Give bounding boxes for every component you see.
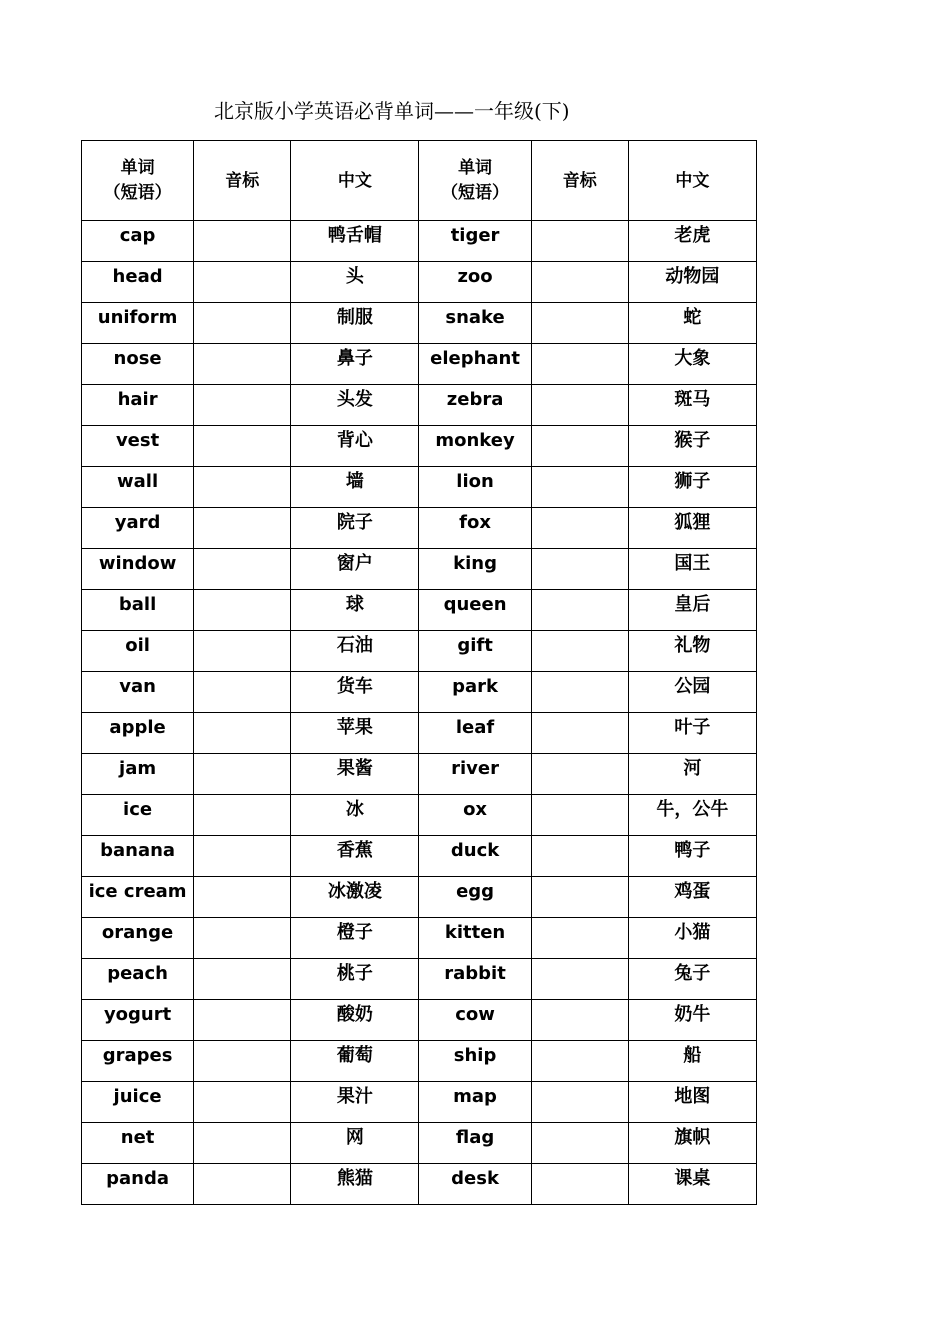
table-row (82, 631, 757, 672)
word-cell: park (419, 672, 531, 713)
phonetic-cell (531, 1164, 628, 1205)
word-cell: river (419, 754, 531, 795)
word-cell: oil (82, 631, 194, 672)
phonetic-cell (531, 959, 628, 1000)
header-phonetic: 音标 (194, 141, 291, 221)
word-cell: flag (419, 1123, 531, 1164)
chinese-cell: 鸭子 (628, 836, 756, 877)
word-cell: queen (419, 590, 531, 631)
header-word (82, 141, 194, 221)
phonetic-cell (531, 631, 628, 672)
chinese-cell: 货车 (291, 672, 419, 713)
phonetic-cell (531, 303, 628, 344)
phonetic-cell (531, 795, 628, 836)
word-cell: nose (82, 344, 194, 385)
word-cell: elephant (419, 344, 531, 385)
phonetic-cell (194, 262, 291, 303)
word-cell: vest (82, 426, 194, 467)
table-row (82, 221, 757, 262)
word-cell: rabbit (419, 959, 531, 1000)
word-cell: net (82, 1123, 194, 1164)
chinese-cell: 鼻子 (291, 344, 419, 385)
word-cell: desk (419, 1164, 531, 1205)
header-word-line1: 单词 (120, 157, 155, 178)
word-cell: cow (419, 1000, 531, 1041)
chinese-cell: 狐狸 (628, 508, 756, 549)
phonetic-cell (531, 221, 628, 262)
word-cell: jam (82, 754, 194, 795)
phonetic-cell (194, 303, 291, 344)
table-row (82, 549, 757, 590)
phonetic-cell (194, 631, 291, 672)
phonetic-cell (531, 590, 628, 631)
phonetic-cell (531, 754, 628, 795)
word-cell: tiger (419, 221, 531, 262)
word-cell: van (82, 672, 194, 713)
phonetic-cell (194, 918, 291, 959)
chinese-cell: 橙子 (291, 918, 419, 959)
word-cell: head (82, 262, 194, 303)
chinese-cell: 船 (628, 1041, 756, 1082)
header-chinese-2: 中文 (628, 141, 756, 221)
word-cell: banana (82, 836, 194, 877)
chinese-cell: 背心 (291, 426, 419, 467)
word-cell: uniform (82, 303, 194, 344)
chinese-cell: 老虎 (628, 221, 756, 262)
table-row (82, 426, 757, 467)
table-row (82, 1164, 757, 1205)
phonetic-cell (194, 385, 291, 426)
table-header-row (82, 141, 757, 221)
chinese-cell: 院子 (291, 508, 419, 549)
phonetic-cell (531, 549, 628, 590)
chinese-cell: 叶子 (628, 713, 756, 754)
chinese-cell: 熊猫 (291, 1164, 419, 1205)
vocabulary-table (81, 140, 757, 1205)
phonetic-cell (194, 877, 291, 918)
chinese-cell: 球 (291, 590, 419, 631)
chinese-cell: 奶牛 (628, 1000, 756, 1041)
phonetic-cell (531, 344, 628, 385)
word-cell: kitten (419, 918, 531, 959)
word-cell: ship (419, 1041, 531, 1082)
word-cell: snake (419, 303, 531, 344)
word-cell: hair (82, 385, 194, 426)
chinese-cell: 鸡蛋 (628, 877, 756, 918)
table-row (82, 303, 757, 344)
word-cell: ice cream (82, 877, 194, 918)
chinese-cell: 地图 (628, 1082, 756, 1123)
chinese-cell: 旗帜 (628, 1123, 756, 1164)
chinese-cell: 河 (628, 754, 756, 795)
word-cell: wall (82, 467, 194, 508)
phonetic-cell (531, 918, 628, 959)
table-row (82, 262, 757, 303)
phonetic-cell (531, 672, 628, 713)
phonetic-cell (194, 221, 291, 262)
chinese-cell: 冰 (291, 795, 419, 836)
word-cell: yard (82, 508, 194, 549)
table-row (82, 590, 757, 631)
phonetic-cell (194, 426, 291, 467)
chinese-cell: 酸奶 (291, 1000, 419, 1041)
page-title: 北京版小学英语必背单词——一年级(下) (214, 99, 570, 123)
header-phonetic-2: 音标 (531, 141, 628, 221)
chinese-cell: 大象 (628, 344, 756, 385)
chinese-cell: 香蕉 (291, 836, 419, 877)
word-cell: fox (419, 508, 531, 549)
table-row (82, 344, 757, 385)
chinese-cell: 果汁 (291, 1082, 419, 1123)
chinese-cell: 头 (291, 262, 419, 303)
chinese-cell: 制服 (291, 303, 419, 344)
word-cell: lion (419, 467, 531, 508)
word-cell: cap (82, 221, 194, 262)
chinese-cell: 窗户 (291, 549, 419, 590)
phonetic-cell (194, 1082, 291, 1123)
phonetic-cell (194, 549, 291, 590)
chinese-cell: 国王 (628, 549, 756, 590)
chinese-cell: 小猫 (628, 918, 756, 959)
header-word-line2: （短语） (103, 182, 172, 203)
table-row (82, 467, 757, 508)
table-row (82, 754, 757, 795)
chinese-cell: 网 (291, 1123, 419, 1164)
phonetic-cell (531, 836, 628, 877)
phonetic-cell (531, 1000, 628, 1041)
phonetic-cell (531, 467, 628, 508)
phonetic-cell (194, 795, 291, 836)
word-cell: peach (82, 959, 194, 1000)
word-cell: zoo (419, 262, 531, 303)
chinese-cell: 葡萄 (291, 1041, 419, 1082)
chinese-cell: 课桌 (628, 1164, 756, 1205)
chinese-cell: 果酱 (291, 754, 419, 795)
word-cell: king (419, 549, 531, 590)
word-cell: yogurt (82, 1000, 194, 1041)
word-cell: apple (82, 713, 194, 754)
phonetic-cell (194, 508, 291, 549)
header-word-2 (419, 141, 531, 221)
phonetic-cell (194, 1000, 291, 1041)
table-row (82, 1123, 757, 1164)
word-cell: window (82, 549, 194, 590)
table-row (82, 795, 757, 836)
chinese-cell: 牛，公牛 (628, 795, 756, 836)
phonetic-cell (531, 1041, 628, 1082)
word-cell: ball (82, 590, 194, 631)
chinese-cell: 墙 (291, 467, 419, 508)
chinese-cell: 蛇 (628, 303, 756, 344)
chinese-cell: 皇后 (628, 590, 756, 631)
phonetic-cell (194, 959, 291, 1000)
chinese-cell: 兔子 (628, 959, 756, 1000)
chinese-cell: 头发 (291, 385, 419, 426)
phonetic-cell (531, 713, 628, 754)
word-cell: panda (82, 1164, 194, 1205)
table-row (82, 385, 757, 426)
phonetic-cell (194, 1041, 291, 1082)
table-row (82, 713, 757, 754)
phonetic-cell (194, 467, 291, 508)
table-row (82, 1041, 757, 1082)
table-row (82, 959, 757, 1000)
table-row (82, 836, 757, 877)
word-cell: leaf (419, 713, 531, 754)
phonetic-cell (531, 385, 628, 426)
word-cell: gift (419, 631, 531, 672)
word-cell: zebra (419, 385, 531, 426)
chinese-cell: 斑马 (628, 385, 756, 426)
chinese-cell: 猴子 (628, 426, 756, 467)
phonetic-cell (531, 426, 628, 467)
phonetic-cell (194, 344, 291, 385)
chinese-cell: 狮子 (628, 467, 756, 508)
word-cell: duck (419, 836, 531, 877)
header-word-line2: （短语） (441, 182, 510, 203)
chinese-cell: 公园 (628, 672, 756, 713)
chinese-cell: 礼物 (628, 631, 756, 672)
table-row (82, 877, 757, 918)
table-row (82, 672, 757, 713)
word-cell: ice (82, 795, 194, 836)
table-row (82, 918, 757, 959)
phonetic-cell (194, 672, 291, 713)
phonetic-cell (194, 1164, 291, 1205)
chinese-cell: 动物园 (628, 262, 756, 303)
chinese-cell: 冰激凌 (291, 877, 419, 918)
word-cell: monkey (419, 426, 531, 467)
phonetic-cell (531, 1082, 628, 1123)
chinese-cell: 鸭舌帽 (291, 221, 419, 262)
phonetic-cell (194, 754, 291, 795)
word-cell: juice (82, 1082, 194, 1123)
phonetic-cell (531, 262, 628, 303)
word-cell: egg (419, 877, 531, 918)
phonetic-cell (531, 1123, 628, 1164)
phonetic-cell (531, 877, 628, 918)
word-cell: map (419, 1082, 531, 1123)
phonetic-cell (531, 508, 628, 549)
chinese-cell: 苹果 (291, 713, 419, 754)
phonetic-cell (194, 1123, 291, 1164)
header-chinese: 中文 (291, 141, 419, 221)
table-row (82, 508, 757, 549)
table-row (82, 1000, 757, 1041)
word-cell: orange (82, 918, 194, 959)
header-word-line1: 单词 (458, 157, 493, 178)
table-row (82, 1082, 757, 1123)
phonetic-cell (194, 713, 291, 754)
chinese-cell: 石油 (291, 631, 419, 672)
phonetic-cell (194, 836, 291, 877)
phonetic-cell (194, 590, 291, 631)
chinese-cell: 桃子 (291, 959, 419, 1000)
word-cell: grapes (82, 1041, 194, 1082)
word-cell: ox (419, 795, 531, 836)
